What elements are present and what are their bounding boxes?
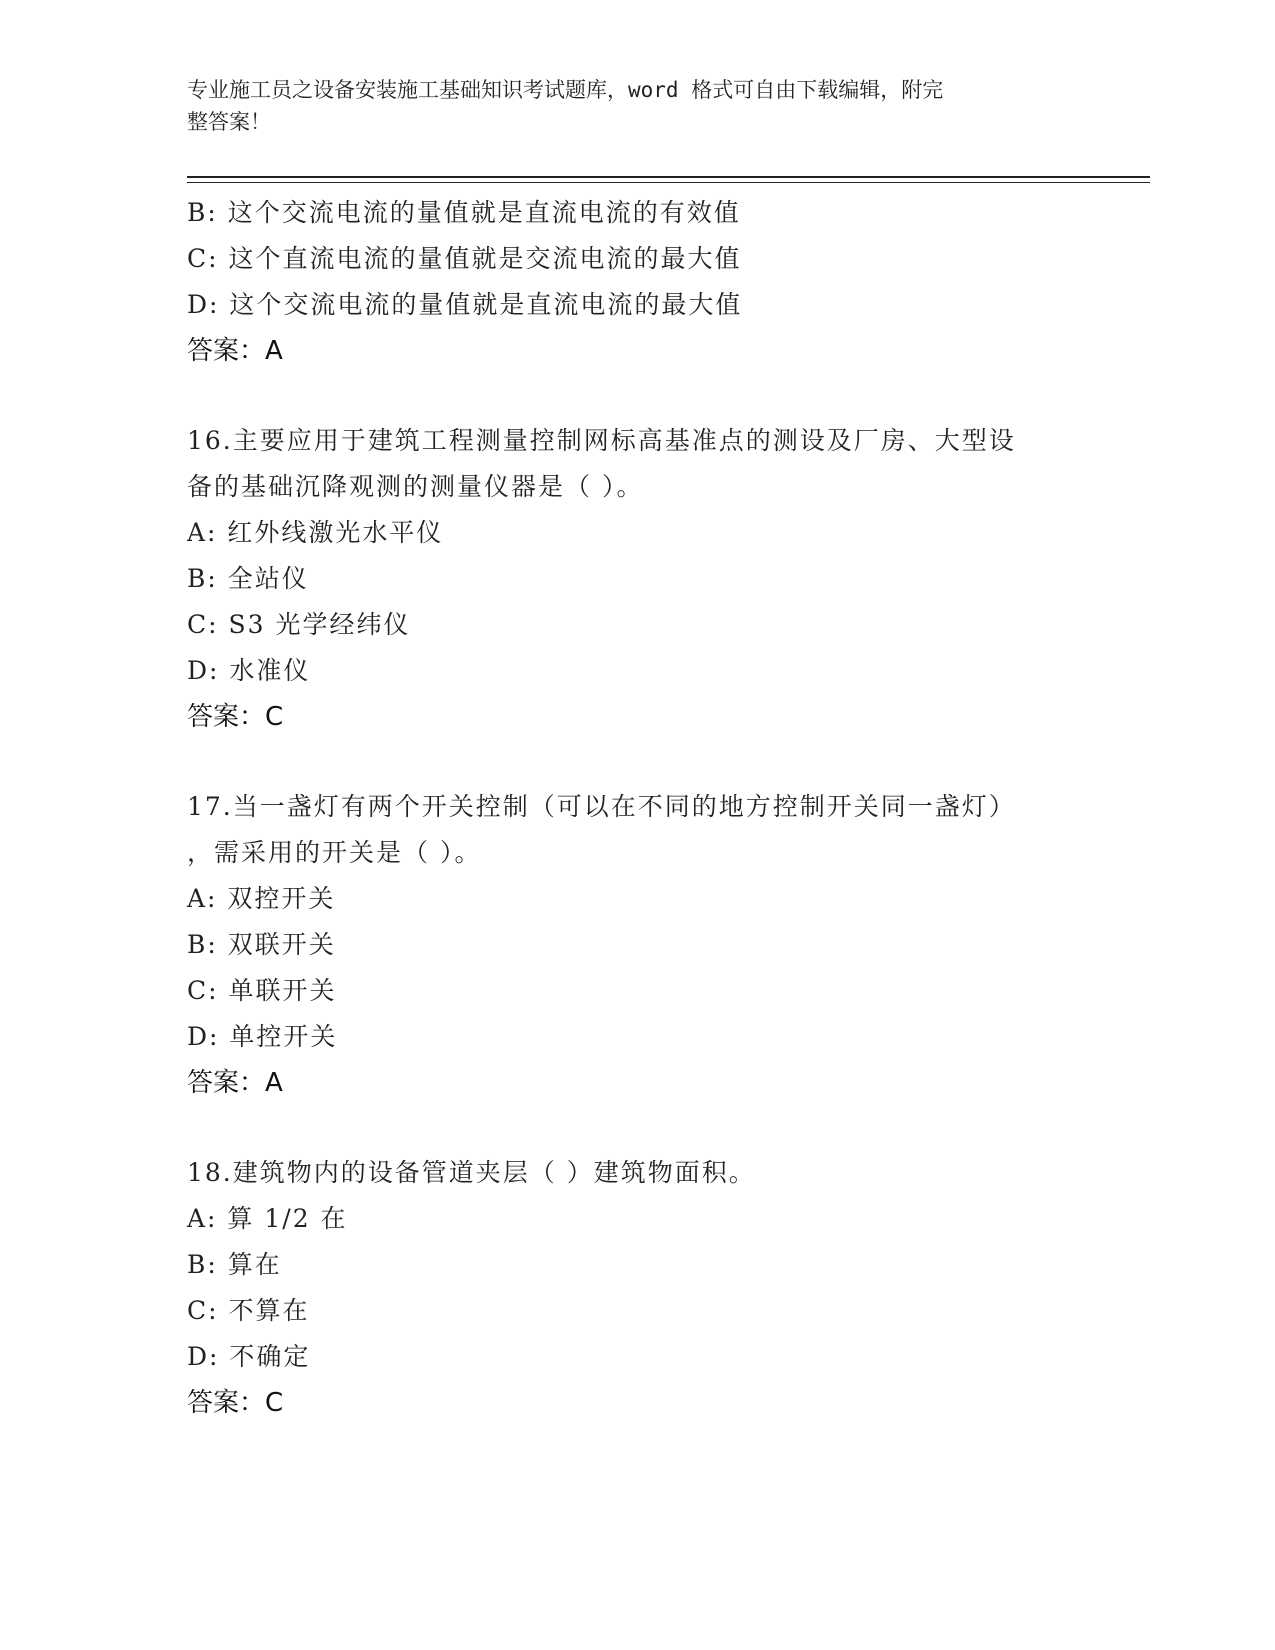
question-stem-line-1: 16.主要应用于建筑工程测量控制网标高基准点的测设及厂房、大型设	[187, 426, 1016, 455]
document-content	[187, 190, 1087, 1426]
answer-line: 答案：C	[187, 702, 284, 732]
header-divider-thin	[187, 182, 1150, 183]
option-a: A: 双控开关	[187, 884, 336, 913]
option-b: B: 这个交流电流的量值就是直流电流的有效值	[187, 198, 741, 227]
question-stem	[187, 418, 1067, 510]
answer-line: 答案：C	[187, 1388, 284, 1418]
question-stem-line-1: 17.当一盏灯有两个开关控制（可以在不同的地方控制开关同一盏灯）	[187, 792, 1016, 821]
option-d: D: 不确定	[187, 1342, 311, 1371]
option-b: B: 全站仪	[187, 564, 309, 593]
header-line-2: 整答案！	[187, 110, 271, 134]
header-line-1: 专业施工员之设备安装施工基础知识考试题库，word 格式可自由下载编辑，附完	[187, 78, 944, 102]
question-18	[187, 1150, 1087, 1426]
option-b: B: 算在	[187, 1250, 282, 1279]
question-16	[187, 418, 1087, 740]
question-stem	[187, 1150, 1067, 1196]
answer-line: 答案：A	[187, 1068, 283, 1098]
option-c: C: S3 光学经纬仪	[187, 610, 411, 639]
option-d: D: 水准仪	[187, 656, 311, 685]
question-stem	[187, 784, 1067, 876]
option-c: C: 单联开关	[187, 976, 337, 1005]
question-15-partial	[187, 190, 1087, 374]
option-b: B: 双联开关	[187, 930, 336, 959]
question-stem-line-2: 备的基础沉降观测的测量仪器是（ ）。	[187, 472, 644, 501]
option-d: D: 这个交流电流的量值就是直流电流的最大值	[187, 290, 743, 319]
answer-line: 答案：A	[187, 336, 283, 366]
question-stem-line-2: ，需采用的开关是（ ）。	[187, 838, 482, 867]
option-c: C: 不算在	[187, 1296, 310, 1325]
question-17	[187, 784, 1087, 1106]
option-a: A: 红外线激光水平仪	[187, 518, 444, 547]
header-divider-thick	[187, 176, 1150, 178]
option-c: C: 这个直流电流的量值就是交流电流的最大值	[187, 244, 742, 273]
option-d: D: 单控开关	[187, 1022, 338, 1051]
option-a: A: 算 1/2 在	[187, 1204, 348, 1233]
document-header	[187, 74, 1067, 138]
question-stem-line-1: 18.建筑物内的设备管道夹层（ ）建筑物面积。	[187, 1158, 756, 1187]
